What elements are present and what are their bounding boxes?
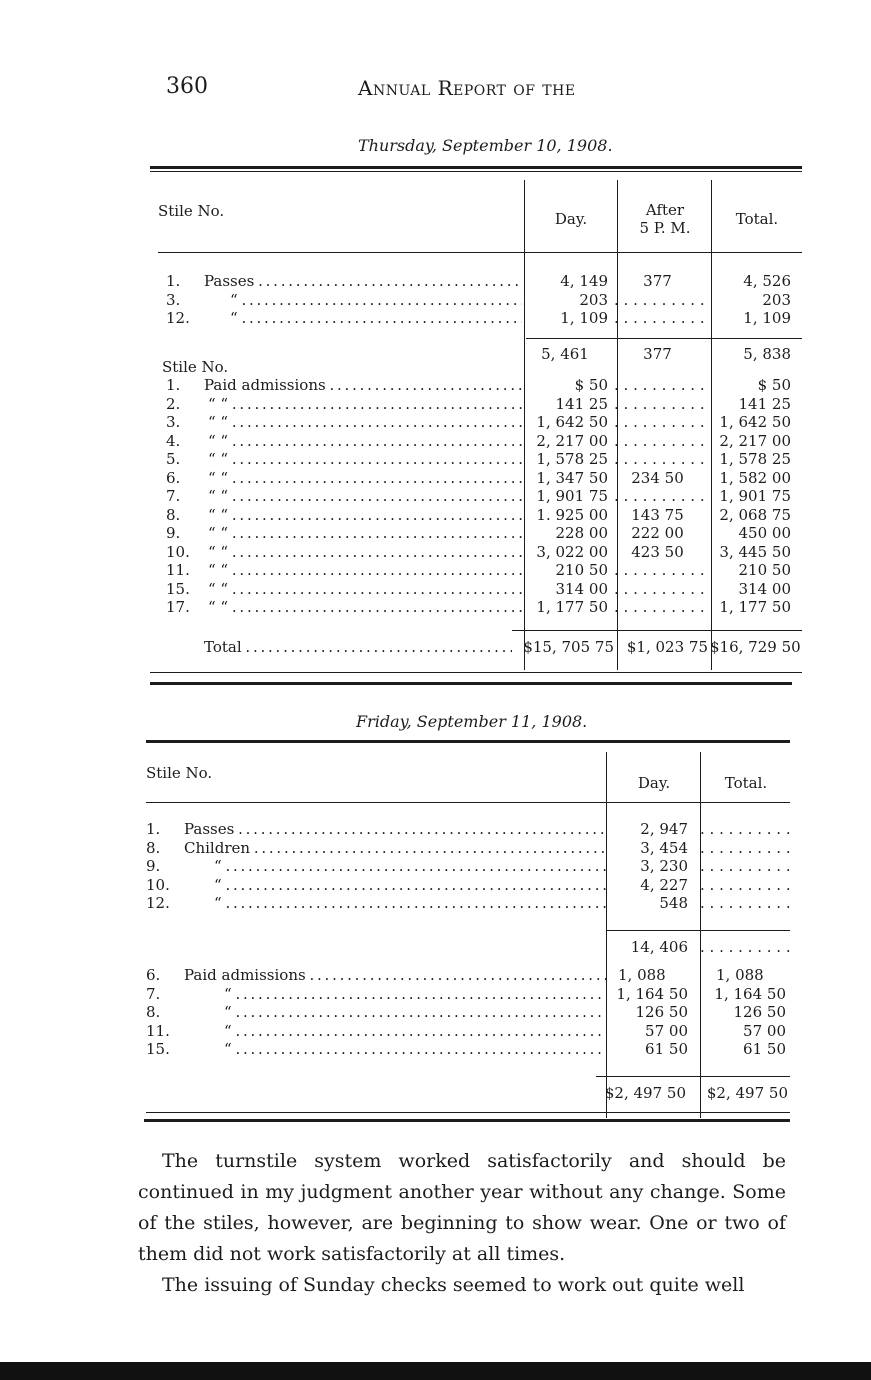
table1-top-rule-2 (150, 171, 802, 172)
row-label: “ “ . . . (204, 598, 522, 617)
stile-number: 1. (166, 272, 181, 290)
total-value: 3, 445 50 (719, 542, 791, 561)
after-value: 377 (643, 272, 672, 290)
after-value: . . . . . . . . . . (614, 450, 705, 468)
total-value: $ 50 (757, 376, 791, 394)
day-total: $2, 497 50 (604, 1084, 686, 1102)
table1-passes-rule (526, 338, 802, 339)
row-label: “ . . . (184, 876, 606, 895)
table-row (166, 524, 806, 543)
total-value: 1, 109 (743, 309, 791, 327)
table2-paid (146, 966, 794, 1059)
paragraph-2: The issuing of Sunday checks seemed to work out quite well (162, 1274, 745, 1296)
stile-number: 1. (166, 376, 181, 394)
after-value: . . . . . . . . . . (614, 413, 705, 431)
total-value: 57 00 (743, 1021, 786, 1040)
stile-number: 12. (166, 309, 190, 327)
day-value: 2, 217 00 (536, 431, 608, 450)
table1-passes (166, 272, 806, 328)
table-row (146, 857, 794, 876)
day-value: 141 25 (555, 394, 608, 413)
table2-total-row (596, 1084, 794, 1103)
total-value: 1, 164 50 (714, 984, 786, 1003)
row-label: “ . . . (184, 894, 606, 913)
total-value: 2, 068 75 (719, 505, 791, 524)
row-label: “ “ . . . (204, 469, 522, 488)
table2-subtotal-rule (606, 930, 790, 931)
table-row (166, 598, 806, 617)
day-value: 1, 109 (560, 309, 608, 327)
table2-subtotal (606, 938, 794, 957)
stile-number: 10. (166, 542, 190, 561)
table1-bottom-rule (150, 672, 802, 673)
table2-header-rule (146, 802, 790, 803)
table-row (146, 1040, 794, 1059)
table2-col-divider-2 (700, 752, 701, 1118)
scan-edge-band (0, 1362, 871, 1380)
table1-top-rule (150, 166, 802, 169)
after-value: 234 50 (631, 468, 684, 487)
total-value: 1, 578 25 (719, 450, 791, 468)
table-row (606, 938, 794, 957)
table2-header-stile: Stile No. (146, 764, 213, 782)
stile-number: 6. (166, 468, 181, 487)
table1-heading: Thursday, September 10, 1908. (358, 136, 613, 155)
grand-total: $16, 729 50 (710, 638, 801, 656)
table-row (146, 820, 794, 839)
total-value: 126 50 (733, 1003, 786, 1021)
stile-number: 4. (166, 431, 181, 450)
after-value: 222 00 (631, 524, 684, 542)
table2-top-rule (146, 740, 790, 743)
total-subtotal: 5, 838 (743, 345, 791, 363)
stile-number: 10. (146, 875, 170, 894)
day-value: 228 00 (555, 524, 608, 542)
stile-number: 6. (146, 966, 161, 984)
row-label: Passes . . . (204, 272, 522, 291)
row-label: “ . . . (184, 857, 606, 876)
stile-number: 9. (146, 857, 161, 875)
table2-total-rule (596, 1076, 790, 1077)
stile-number: 17. (166, 598, 190, 616)
table-row (146, 966, 794, 985)
day-value: 1, 642 50 (536, 413, 608, 431)
total-value: 1, 177 50 (719, 598, 791, 616)
table-row (166, 309, 806, 328)
after-value: . . . . . . . . . . (614, 579, 705, 598)
total-value: . . . . . . . . . . (700, 894, 791, 912)
table-row (522, 345, 806, 364)
table2-heading: Friday, September 11, 1908. (356, 712, 588, 731)
table1-bottom-rule-2 (150, 682, 792, 685)
stile-number: 11. (166, 561, 190, 579)
total-value: 1, 901 75 (719, 487, 791, 505)
day-value: 210 50 (555, 561, 608, 579)
row-label: “ “ . . . (204, 543, 522, 562)
table-row (166, 272, 806, 291)
total-value: 1, 642 50 (719, 413, 791, 431)
table1-header-stile: Stile No. (158, 202, 225, 220)
total-value: 210 50 (738, 561, 791, 579)
row-label: “ . . . (204, 309, 522, 328)
after-value: . . . . . . . . . . (614, 561, 705, 579)
day-value: 1. 925 00 (536, 505, 608, 524)
total-value: 141 25 (738, 394, 791, 413)
total-value: 1, 582 00 (719, 468, 791, 487)
paragraph-1: The turnstile system worked satisfactorily and should be continued in my judgment another year without any change. Some of the stiles, however, are beginning to show wear. One or two of them did not work satisfactorily at all times. (138, 1150, 786, 1265)
table2-col-divider-1 (606, 752, 607, 1118)
day-value: 314 00 (555, 579, 608, 598)
page-number: 360 (166, 74, 208, 99)
table1-total-row (204, 638, 806, 657)
day-value: 1, 177 50 (536, 598, 608, 616)
day-value: $ 50 (574, 376, 608, 394)
stile-number: 7. (166, 487, 181, 505)
after-value: . . . . . . . . . . (614, 431, 705, 450)
row-label: Passes . . . (184, 820, 606, 839)
total-subtotal: . . . . . . . . . . (700, 938, 791, 956)
stile-number: 5. (166, 450, 181, 468)
day-subtotal: 14, 406 (630, 938, 688, 956)
total-value: 2, 217 00 (719, 431, 791, 450)
row-label: Children . . . (184, 839, 606, 858)
total-value: 4, 526 (743, 272, 791, 290)
total-value: 203 (762, 290, 791, 309)
row-label: “ “ . . . (204, 487, 522, 506)
day-total: $15, 705 75 (523, 638, 614, 656)
table1-header-day: Day. (554, 210, 588, 228)
table-row (166, 450, 806, 469)
row-label: “ . . . (184, 1040, 606, 1059)
table-row (166, 469, 806, 488)
day-value: 2, 947 (640, 820, 688, 838)
row-label: “ . . . (204, 291, 522, 310)
table2-bottom-rule-2 (144, 1119, 790, 1122)
table1-header-after-line1: After (645, 201, 685, 219)
after-value: . . . . . . . . . . (614, 376, 705, 394)
table-row (146, 839, 794, 858)
day-value: 203 (579, 290, 608, 309)
day-value: 1, 901 75 (536, 487, 608, 505)
table2-bottom-rule (146, 1112, 790, 1113)
row-label: “ “ . . . (204, 432, 522, 451)
table-row (146, 876, 794, 895)
row-label: “ . . . (184, 985, 606, 1004)
table-row (596, 1084, 794, 1103)
row-label: “ “ . . . (204, 506, 522, 525)
total-value: . . . . . . . . . . (700, 838, 791, 857)
table-row (146, 985, 794, 1004)
day-value: 4, 149 (560, 272, 608, 290)
table-row (166, 543, 806, 562)
table-row (146, 1022, 794, 1041)
table1-paid (166, 376, 806, 617)
table1-stile-no-label: Stile No. (162, 358, 229, 376)
row-label: Paid admissions . . . (204, 376, 522, 395)
table-row (166, 432, 806, 451)
day-value: 548 (659, 894, 688, 912)
table-row (146, 1003, 794, 1022)
after-total: $1, 023 75 (626, 638, 708, 656)
row-label: “ “ . . . (204, 561, 522, 580)
after-value: . . . . . . . . . . (614, 309, 705, 327)
day-value: 126 50 (635, 1003, 688, 1021)
running-head: Annual Report of the (358, 76, 576, 100)
stile-number: 7. (146, 984, 161, 1003)
after-value: . . . . . . . . . . (614, 598, 705, 616)
total-value: 314 00 (738, 579, 791, 598)
table2-header-day: Day. (637, 774, 671, 792)
stile-number: 9. (166, 524, 181, 542)
table1-header-after (619, 201, 711, 237)
stile-number: 3. (166, 413, 181, 431)
table-row (166, 506, 806, 525)
table-row (166, 561, 806, 580)
row-label: “ “ . . . (204, 450, 522, 469)
total-value: 61 50 (743, 1040, 786, 1058)
day-value: 4, 227 (640, 875, 688, 894)
table1-header-after-line2: 5 P. M. (639, 219, 691, 237)
row-label: “ “ . . . (204, 395, 522, 414)
day-value: 3, 454 (640, 838, 688, 857)
grand-total: $2, 497 50 (706, 1084, 788, 1102)
day-value: 61 50 (645, 1040, 688, 1058)
day-value: 1, 347 50 (536, 468, 608, 487)
table-row (166, 376, 806, 395)
total-value: . . . . . . . . . . (700, 875, 791, 894)
row-label: “ . . . (184, 1022, 606, 1041)
day-value: 3, 022 00 (536, 542, 608, 561)
after-value: . . . . . . . . . . (614, 487, 705, 505)
day-value: 1, 164 50 (616, 984, 688, 1003)
table-row (166, 580, 806, 599)
after-value: 423 50 (631, 542, 684, 561)
stile-number: 2. (166, 394, 181, 413)
total-label: Total . . . (204, 638, 512, 657)
stile-number: 15. (166, 579, 190, 598)
table-row (166, 487, 806, 506)
stile-number: 8. (146, 1003, 161, 1021)
table2-header-total: Total. (724, 774, 768, 792)
after-value: 143 75 (631, 505, 684, 524)
day-value: 1, 088 (618, 966, 666, 984)
total-value: . . . . . . . . . . (700, 857, 791, 875)
row-label: “ “ . . . (204, 580, 522, 599)
after-value: . . . . . . . . . . (614, 394, 705, 413)
table1-header-rule (158, 252, 802, 253)
day-subtotal: 5, 461 (541, 345, 589, 363)
stile-number: 3. (166, 290, 181, 309)
after-value: . . . . . . . . . . (614, 290, 705, 309)
day-value: 57 00 (645, 1021, 688, 1040)
total-value: 450 00 (738, 524, 791, 542)
stile-number: 15. (146, 1040, 170, 1058)
table1-header-total: Total. (735, 210, 779, 228)
row-label: “ . . . (184, 1003, 606, 1022)
stile-number: 8. (146, 838, 161, 857)
after-subtotal: 377 (643, 345, 672, 363)
table1-total-rule (512, 630, 802, 631)
row-label: “ “ . . . (204, 413, 522, 432)
stile-number: 1. (146, 820, 161, 838)
row-label: Paid admissions . . . (184, 966, 606, 985)
stile-number: 11. (146, 1021, 170, 1040)
day-value: 3, 230 (640, 857, 688, 875)
row-label: “ “ . . . (204, 524, 522, 543)
table-row (204, 638, 806, 657)
stile-number: 12. (146, 894, 170, 912)
table-row (146, 894, 794, 913)
table1-passes-subtotal (522, 345, 806, 364)
body-text (138, 1146, 786, 1301)
stile-number: 8. (166, 505, 181, 524)
table-row (166, 413, 806, 432)
table-row (166, 291, 806, 310)
total-value: . . . . . . . . . . (700, 820, 791, 838)
table-row (166, 395, 806, 414)
day-value: 1, 578 25 (536, 450, 608, 468)
table2-passes (146, 820, 794, 913)
total-value: 1, 088 (716, 966, 764, 984)
